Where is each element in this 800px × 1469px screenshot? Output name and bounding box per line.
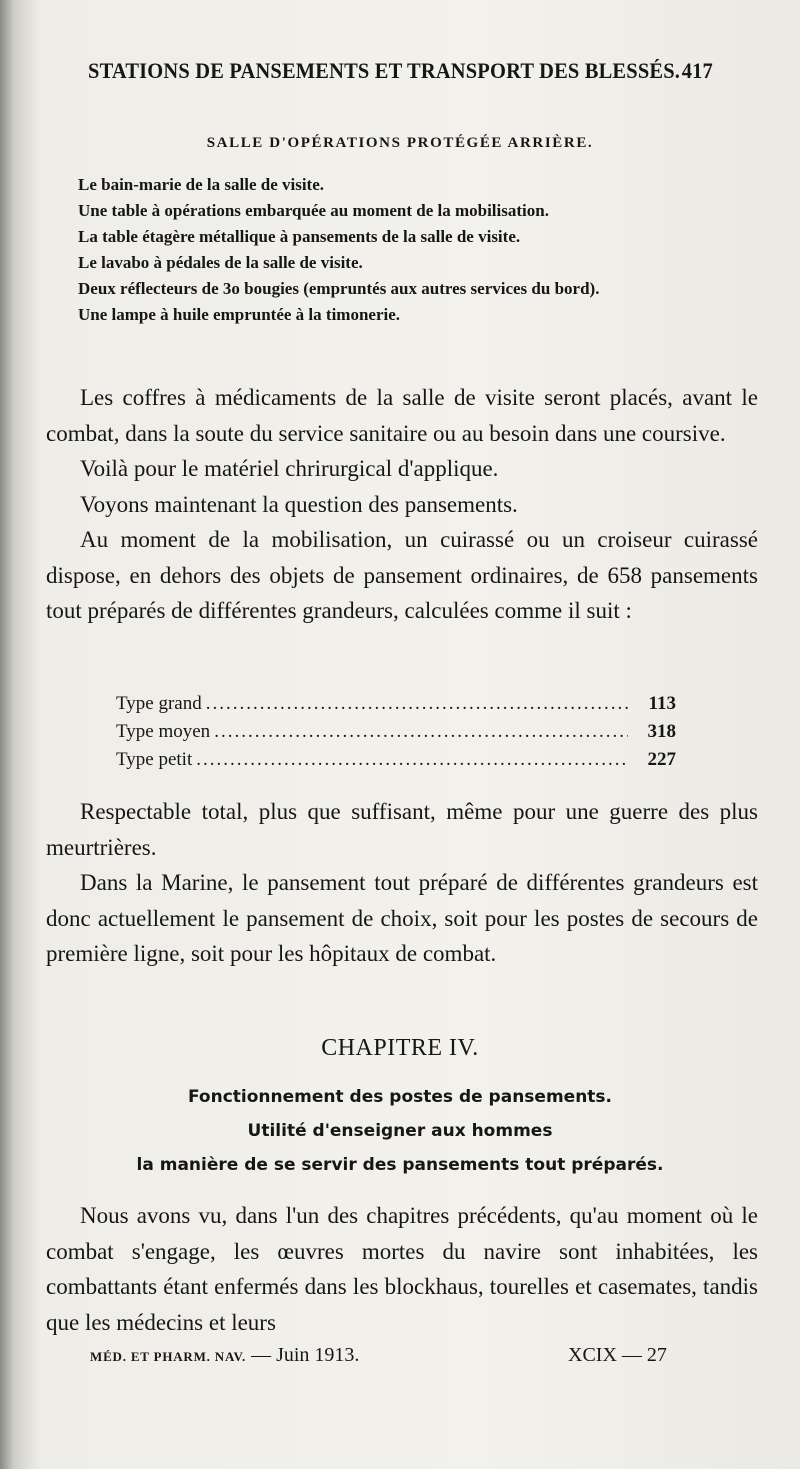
paragraph: Voyons maintenant la question des pansements.: [80, 491, 518, 517]
list-item: Deux réflecteurs de 3o bougies (empruntés aux autres services du bord).: [78, 279, 600, 298]
chapter-subtitle: Utilité d'enseigner aux hommes: [247, 1121, 553, 1141]
issue-date: — Juin 1913.: [251, 1344, 360, 1366]
table-row: [116, 718, 676, 746]
list-item: Une lampe à huile empruntée à la timonerie.: [78, 305, 401, 324]
row-value: 113: [648, 693, 676, 714]
chapter-subtitle: Fonctionnement des postes de pansements.: [188, 1087, 612, 1107]
list-item: La table étagère métallique à pansements de la salle de visite.: [78, 227, 521, 246]
paragraph: Nous avons vu, dans l'un des chapitres précédents, qu'au moment où le combat s'engage, les œuvres mortes du navire sont inhabitées, les combattants étant enfermés dans les blockhaus, tourelles et casemates, tandis que les médecins et leurs: [46, 1203, 758, 1335]
list-item: Le bain-marie de la salle de visite.: [78, 175, 325, 194]
table-row: [116, 746, 676, 774]
paragraph: Voilà pour le matériel chrirurgical d'applique.: [80, 456, 499, 481]
journal-abbrev: MÉD. ET PHARM. NAV.: [90, 1349, 247, 1364]
body-text-c: [46, 1198, 758, 1340]
equipment-list: [48, 172, 758, 328]
list-item: Une table à opérations embarquée au moment de la mobilisation.: [78, 201, 549, 220]
body-text-b: [46, 794, 758, 972]
chapter-subtitles: [0, 1080, 800, 1182]
dot-leader: [214, 718, 628, 746]
section-title: SALLE D'OPÉRATIONS PROTÉGÉE ARRIÈRE.: [206, 135, 594, 151]
row-label: Type moyen: [116, 721, 211, 742]
chapter-subtitle: la manière de se servir des pansements tout préparés.: [136, 1155, 664, 1175]
paragraph: Respectable total, plus que suffisant, même pour une guerre des plus meurtrières.: [46, 799, 758, 860]
page-number: 417: [681, 58, 713, 83]
row-label: Type petit: [116, 749, 193, 770]
running-title: STATIONS DE PANSEMENTS ET TRANSPORT DES BLESSÉS.: [88, 58, 681, 83]
sheet-signature: XCIX — 27: [568, 1344, 667, 1366]
dressing-count-table: [116, 690, 676, 774]
footer-journal-line: [90, 1344, 359, 1367]
row-value: 318: [647, 721, 676, 742]
chapter-heading: CHAPITRE IV.: [321, 1035, 479, 1061]
dot-leader: [206, 690, 628, 718]
body-text-a: [46, 380, 758, 629]
table-row: [116, 690, 676, 718]
dot-leader: [196, 746, 628, 774]
running-header: [88, 58, 713, 84]
paragraph: Les coffres à médicaments de la salle de visite seront placés, avant le combat, dans la soute du service sanitaire ou au besoin dans une coursive.: [46, 385, 758, 446]
paragraph: Au moment de la mobilisation, un cuirassé ou un croiseur cuirassé dispose, en dehors des objets de pansement ordinaires, de 658 pansements tout préparés de différentes grandeurs, calculées comme il suit :: [46, 527, 758, 623]
row-label: Type grand: [116, 693, 202, 714]
row-value: 227: [647, 749, 676, 770]
list-item: Le lavabo à pédales de la salle de visite.: [78, 253, 363, 272]
paragraph: Dans la Marine, le pansement tout préparé de différentes grandeurs est donc actuellement le pansement de choix, soit pour les postes de secours de première ligne, soit pour les hôpitaux de combat.: [46, 870, 758, 966]
